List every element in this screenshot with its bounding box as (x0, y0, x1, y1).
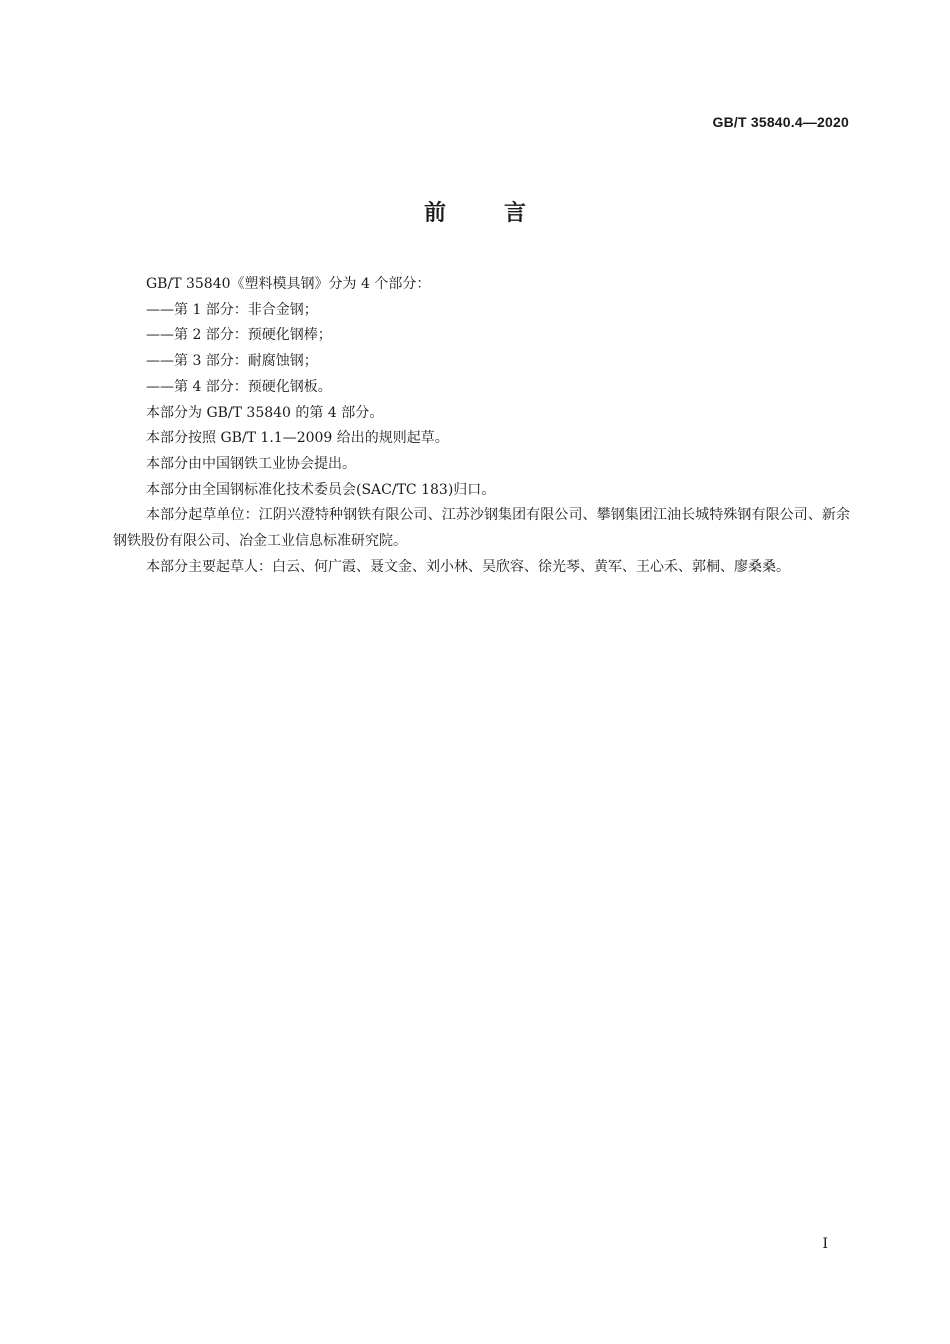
list-item-part-1: ——第 1 部分：非合金钢； (146, 301, 318, 318)
list-item-part-3: ——第 3 部分：耐腐蚀钢； (146, 353, 318, 370)
list-item-part-4: ——第 4 部分：预硬化钢板。 (146, 378, 332, 395)
paragraph-proposer: 本部分由中国钢铁工业协会提出。 (146, 455, 356, 472)
page-title: 前言 (423, 201, 584, 226)
paragraph-parts-intro: GB/T 35840《塑料模具钢》分为 4 个部分： (146, 276, 431, 292)
standard-code: GB/T 35840.4—2020 (712, 114, 849, 130)
paragraph-committee: 本部分由全国钢标准化技术委员会(SAC/TC 183)归口。 (146, 481, 496, 498)
paragraph-drafters: 本部分主要起草人：白云、何广霞、聂文金、刘小林、吴欣容、徐光琴、黄军、王心禾、郭桐、廖桑桑。 (146, 558, 790, 575)
paragraph-drafting-rules: 本部分按照 GB/T 1.1—2009 给出的规则起草。 (146, 430, 449, 447)
page-number: I (822, 1236, 828, 1252)
foreword-body (113, 272, 850, 580)
paragraph-this-part: 本部分为 GB/T 35840 的第 4 部分。 (146, 404, 384, 421)
paragraph-drafting-units: 本部分起草单位：江阴兴澄特种钢铁有限公司、江苏沙钢集团有限公司、攀钢集团江油长城特殊钢有限公司、新余钢铁股份有限公司、冶金工业信息标准研究院。 (113, 507, 850, 550)
list-item-part-2: ——第 2 部分：预硬化钢棒； (146, 327, 332, 344)
